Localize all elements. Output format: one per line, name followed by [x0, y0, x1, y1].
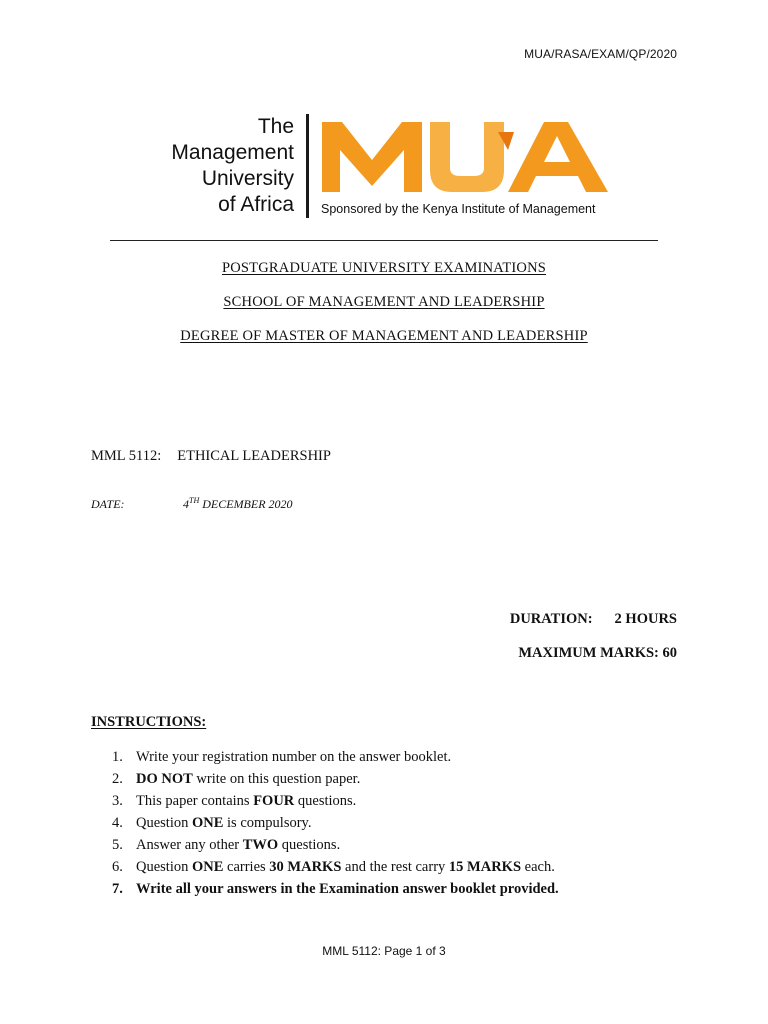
date-day: 4	[183, 497, 189, 511]
logo-tagline: Sponsored by the Kenya Institute of Management	[321, 202, 596, 216]
instruction-fragment: Write your registration number on the answer booklet.	[136, 749, 452, 765]
instruction-fragment: write on this question paper.	[192, 771, 361, 787]
exam-heading: POSTGRADUATE UNIVERSITY EXAMINATIONS	[221, 260, 547, 276]
university-logo	[110, 112, 658, 222]
document-reference: MUA/RASA/EXAM/QP/2020	[524, 47, 677, 61]
instruction-text	[136, 881, 559, 898]
instruction-emphasis: ONE	[191, 859, 224, 875]
instruction-emphasis: ONE	[191, 815, 224, 831]
instruction-emphasis: FOUR	[253, 793, 295, 809]
instruction-text	[136, 771, 360, 788]
course-line	[91, 448, 331, 465]
logo-divider	[306, 114, 309, 218]
instruction-fragment: and the rest carry	[341, 859, 449, 875]
instruction-number: 5.	[112, 837, 123, 853]
instruction-text	[136, 837, 340, 854]
instruction-fragment: Question	[136, 859, 192, 875]
instruction-number: 2.	[112, 771, 123, 787]
logo-letter-m	[322, 122, 422, 192]
mua-logo-mark	[322, 120, 608, 192]
header-rule	[110, 240, 658, 241]
page-footer: MML 5112: Page 1 of 3	[322, 944, 446, 958]
instruction-number: 6.	[112, 859, 123, 875]
instruction-number: 4.	[112, 815, 123, 831]
logo-wordmark	[130, 114, 294, 218]
instruction-text	[136, 749, 451, 766]
maximum-marks: MAXIMUM MARKS: 60	[518, 645, 677, 661]
duration-label: DURATION:	[509, 611, 593, 627]
instruction-number: 1.	[112, 749, 123, 765]
instruction-text	[136, 793, 356, 810]
instruction-fragment: carries	[223, 859, 270, 875]
duration-line	[510, 611, 677, 628]
instructions-title: INSTRUCTIONS:	[91, 714, 207, 730]
instruction-emphasis: Write all your answers in the Examination answer booklet provided.	[136, 881, 559, 897]
logo-word-line: Management	[171, 141, 294, 164]
instruction-fragment: each.	[521, 859, 555, 875]
instruction-number: 3.	[112, 793, 123, 809]
instruction-fragment: questions.	[294, 793, 357, 809]
instruction-emphasis: 15 MARKS	[448, 859, 522, 875]
exam-date-row	[91, 496, 293, 512]
date-rest: DECEMBER 2020	[202, 497, 293, 511]
course-code: MML 5112:	[91, 448, 162, 464]
instruction-fragment: Answer any other	[136, 837, 243, 853]
logo-word-line: The	[257, 115, 294, 138]
course-title: ETHICAL LEADERSHIP	[177, 448, 331, 464]
school-heading: SCHOOL OF MANAGEMENT AND LEADERSHIP	[223, 294, 545, 310]
instruction-emphasis: TWO	[242, 837, 279, 853]
logo-letter-u	[430, 122, 504, 192]
date-suffix: TH	[189, 496, 200, 505]
logo-word-line: of Africa	[218, 193, 294, 216]
instruction-text	[136, 859, 555, 876]
instruction-emphasis: DO NOT	[136, 771, 193, 787]
logo-word-line: University	[201, 167, 294, 190]
instruction-fragment: Question	[136, 815, 192, 831]
degree-heading: DEGREE OF MASTER OF MANAGEMENT AND LEADERSHIP	[180, 328, 588, 344]
instruction-fragment: is compulsory.	[223, 815, 312, 831]
instruction-emphasis: 30 MARKS	[269, 859, 342, 875]
instruction-fragment: This paper contains	[136, 793, 254, 809]
instruction-text	[136, 815, 311, 832]
instruction-fragment: questions.	[278, 837, 341, 853]
instruction-number: 7.	[112, 881, 123, 897]
duration-value: 2 HOURS	[614, 611, 677, 627]
date-label: DATE:	[91, 497, 125, 511]
